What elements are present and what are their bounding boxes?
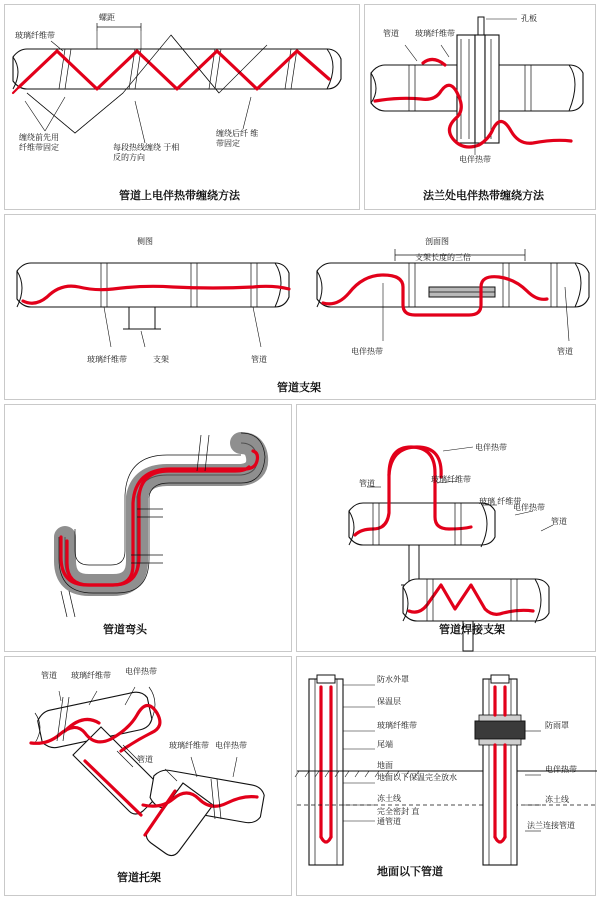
label-flange-connected-pipe: 法兰连接管道 xyxy=(527,821,575,830)
label-glass-fiber-tape-2: 玻璃 纤维带 xyxy=(479,497,522,506)
caption-panel-4: 管道弯头 xyxy=(103,624,147,636)
label-heat-trace-2: 电伴热带 xyxy=(215,741,247,750)
label-pipe-right: 管道 xyxy=(557,347,573,356)
label-heat-trace: 电伴热带 xyxy=(545,765,577,774)
panel-3-graphic xyxy=(5,215,597,401)
panel-below-ground-pipe xyxy=(296,656,596,896)
label-heat-trace: 电伴热带 xyxy=(459,155,491,164)
panel-4-graphic xyxy=(5,405,293,653)
panel-pipe-bracket xyxy=(4,656,292,896)
panel-5-graphic xyxy=(297,405,597,653)
label-fix-after-wrap: 缠绕后纤 维带固定 xyxy=(216,129,259,148)
label-pipe: 管道 xyxy=(41,671,57,680)
label-waterproof-cover: 防水外罩 xyxy=(377,675,409,684)
label-opposite-direction: 每段热线缠绕 于相反的方向 xyxy=(113,143,180,162)
label-glass-fiber-tape: 玻璃纤维带 xyxy=(431,475,471,484)
label-glass-fiber-tape: 玻璃纤维带 xyxy=(415,29,455,38)
label-glass-fiber-tape-2: 玻璃纤维带 xyxy=(169,741,209,750)
label-support: 支架 xyxy=(153,355,169,364)
label-heat-trace-2: 电伴热带 xyxy=(513,503,545,512)
label-heat-trace: 电伴热带 xyxy=(475,443,507,452)
panel-pipe-support xyxy=(4,214,596,400)
label-pipe-2: 管道 xyxy=(551,517,567,526)
label-fix-before-wrap: 缠绕前先用 纤维带固定 xyxy=(19,133,59,152)
label-glass-fiber-tape: 玻璃纤维带 xyxy=(87,355,127,364)
caption-panel-5: 管道焊接支架 xyxy=(439,624,505,636)
label-pipe: 管道 xyxy=(251,355,267,364)
label-three-times-support-length: 支架长度的三倍 xyxy=(415,253,471,262)
panel-pipe-elbow xyxy=(4,404,292,652)
label-frost-line-2: 冻土线 xyxy=(545,795,569,804)
label-tail-end: 尾端 xyxy=(377,740,393,749)
panel-flange-wrapping xyxy=(364,4,596,210)
label-glass-fiber-tape: 玻璃纤维带 xyxy=(377,721,417,730)
label-insulation-layer: 保温层 xyxy=(377,697,401,706)
label-glass-fiber-tape: 玻璃纤维带 xyxy=(71,671,111,680)
label-side-view: 侧图 xyxy=(137,237,153,246)
label-glass-fiber-tape: 玻璃纤维带 xyxy=(15,31,55,40)
label-heat-trace: 电伴热带 xyxy=(125,667,157,676)
label-section-view: 剖面图 xyxy=(425,237,449,246)
label-ground: 地面 xyxy=(377,761,393,770)
panel-6-graphic xyxy=(5,657,293,897)
label-orifice-plate: 孔板 xyxy=(521,14,537,23)
label-rain-cover: 防雨罩 xyxy=(545,721,569,730)
label-pipe-2: 管道 xyxy=(137,755,153,764)
panel-welded-support xyxy=(296,404,596,652)
label-below-ground-drain: 地面以下保温完全放水 xyxy=(377,773,457,782)
panel-pipe-wrapping xyxy=(4,4,360,210)
label-frost-line: 冻土线 xyxy=(377,794,401,803)
caption-panel-7: 地面以下管道 xyxy=(377,866,443,878)
label-pitch: 螺距 xyxy=(99,13,115,22)
caption-panel-2: 法兰处电伴热带缠绕方法 xyxy=(423,190,544,202)
caption-panel-3: 管道支架 xyxy=(277,382,321,394)
label-fully-sealed-pipe: 完全密封 直通管道 xyxy=(377,807,420,826)
label-pipe: 管道 xyxy=(359,479,375,488)
panel-1-graphic xyxy=(5,5,361,211)
caption-panel-1: 管道上电伴热带缠绕方法 xyxy=(119,190,240,202)
label-heat-trace: 电伴热带 xyxy=(351,347,383,356)
label-pipe: 管道 xyxy=(383,29,399,38)
panel-2-graphic xyxy=(365,5,597,211)
caption-panel-6: 管道托架 xyxy=(117,872,161,884)
